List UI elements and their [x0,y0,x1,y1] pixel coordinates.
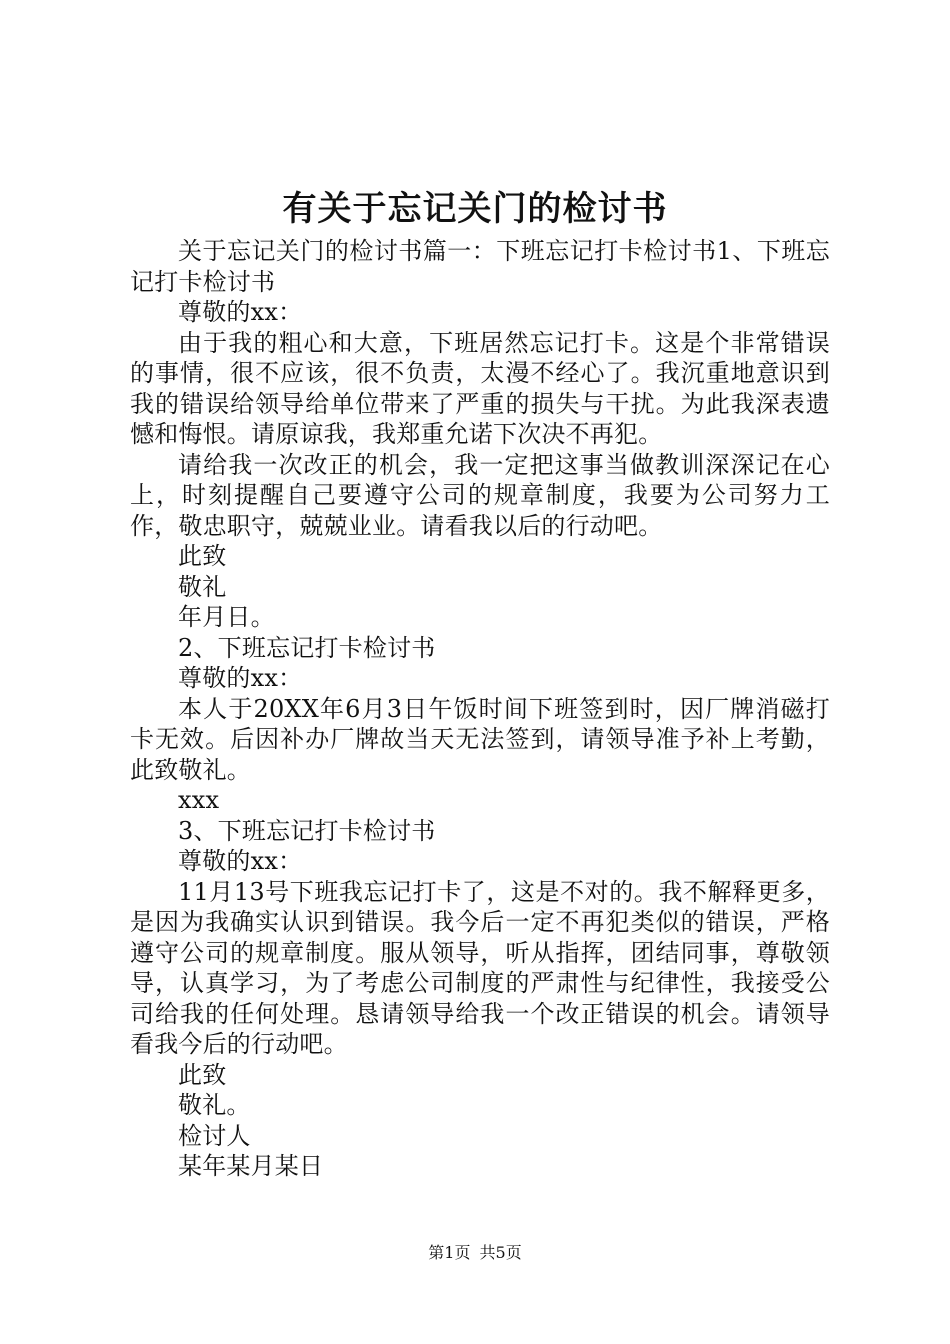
date-line: 年月日。 [178,603,275,631]
page-number: 第1页 [428,1243,471,1262]
paragraph: 11月13号下班我忘记打卡了，这是不对的。我不解释更多，是因为我确实认识到错误。我今后一定不再犯类似的错误，严格遵守公司的规章制度。服从领导，听从指挥，团结同事，尊敬领导，认真学习，为了考虑公司制度的严肃性与纪律性，我接受公司给我的任何处理。恳请领导给我一个改正错误的机会。请领导看我今后的行动吧。 [130,877,830,1058]
closing-line: 敬礼。 [178,1091,251,1119]
paragraph: 由于我的粗心和大意，下班居然忘记打卡。这是个非常错误的事情，很不应该，很不负责，太漫不经心了。我沉重地意识到我的错误给领导给单位带来了严重的损失与干扰。为此我深表遗憾和悔恨。请原谅我，我郑重允诺下次决不再犯。 [130,328,830,448]
paragraph: 关于忘记关门的检讨书篇一：下班忘记打卡检讨书1、下班忘记打卡检讨书 [130,237,830,296]
page-total: 共5页 [479,1243,522,1262]
section-heading: 3、下班忘记打卡检讨书 [178,816,436,845]
signature-line: xxx [178,786,220,814]
closing-line: 此致 [178,542,227,570]
salutation: 尊敬的xx： [178,664,303,692]
section-heading: 2、下班忘记打卡检讨书 [178,633,436,662]
page-footer [0,1241,950,1265]
closing-line: 敬礼 [178,572,227,601]
document-title: 有关于忘记关门的检讨书 [282,189,668,229]
signature-line: 检讨人 [178,1121,251,1150]
salutation: 尊敬的xx： [178,298,303,326]
paragraph: 请给我一次改正的机会，我一定把这事当做教训深深记在心上，时刻提醒自己要遵守公司的规章制度，我要为公司努力工作，敬忠职守，兢兢业业。请看我以后的行动吧。 [130,450,830,540]
document-body [130,236,830,1182]
paragraph: 本人于20XX年6月3日午饭时间下班签到时，因厂牌消磁打卡无效。后因补办厂牌故当天无法签到，请领导准予补上考勤，此致敬礼。 [130,694,830,784]
closing-line: 此致 [178,1060,227,1089]
date-line: 某年某月某日 [178,1152,324,1180]
salutation: 尊敬的xx： [178,847,303,875]
